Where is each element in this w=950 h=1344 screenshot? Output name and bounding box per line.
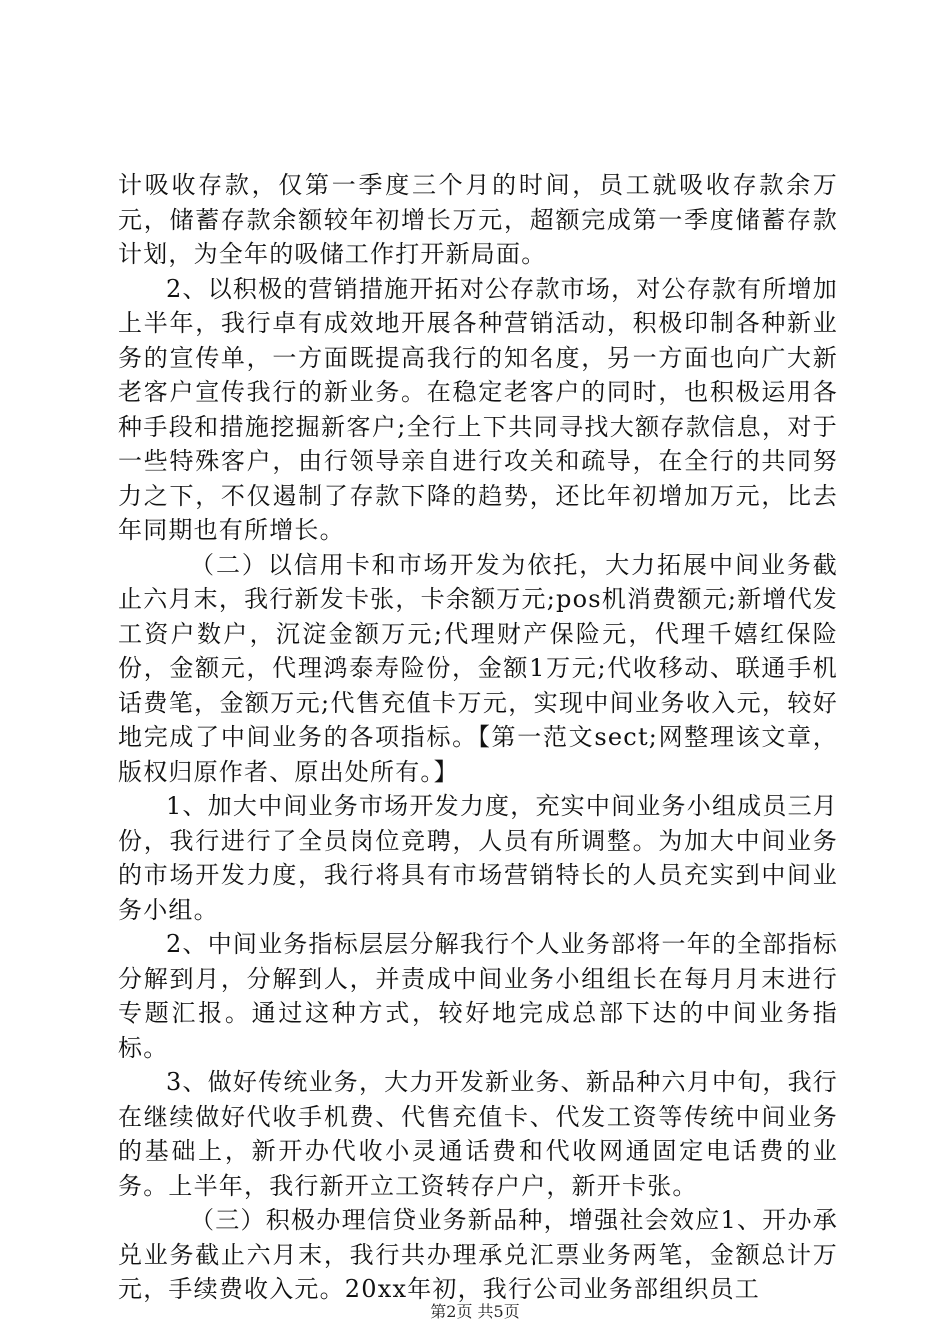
- document-body: [118, 168, 838, 1307]
- paragraph-item-2: 2、中间业务指标层层分解我行个人业务部将一年的全部指标分解到月，分解到人，并责成中间业务小组组长在每月月末进行专题汇报。通过这种方式，较好地完成总部下达的中间业务指标。: [118, 930, 838, 1062]
- paragraph-item-3: 3、做好传统业务，大力开发新业务、新品种六月中旬，我行在继续做好代收手机费、代售充值卡、代发工资等传统中间业务的基础上，新开办代收小灵通话费和代收网通固定电话费的业务。上半年，我行新开立工资转存户户，新开卡张。: [118, 1068, 838, 1200]
- paragraph-section-three: （三）积极办理信贷业务新品种，增强社会效应1、开办承兑业务截止六月末，我行共办理承兑汇票业务两笔，金额总计万元，手续费收入元。20xx年初，我行公司业务部组织员工: [118, 1206, 838, 1303]
- paragraph-item-1: 1、加大中间业务市场开发力度，充实中间业务小组成员三月份，我行进行了全员岗位竞聘，人员有所调整。为加大中间业务的市场开发力度，我行将具有市场营销特长的人员充实到中间业务小组。: [118, 792, 838, 924]
- paragraph-continuation: 计吸收存款，仅第一季度三个月的时间，员工就吸收存款余万元，储蓄存款余额较年初增长万元，超额完成第一季度储蓄存款计划，为全年的吸储工作打开新局面。: [118, 171, 838, 268]
- paragraph-deposit-market: 2、以积极的营销措施开拓对公存款市场，对公存款有所增加上半年，我行卓有成效地开展各种营销活动，积极印制各种新业务的宣传单，一方面既提高我行的知名度，另一方面也向广大新老客户宣传我行的新业务。在稳定老客户的同时，也积极运用各种手段和措施挖掘新客户;全行上下共同寻找大额存款信息，对于一些特殊客户，由行领导亲自进行攻关和疏导，在全行的共同努力之下，不仅遏制了存款下降的趋势，还比年初增加万元，比去年同期也有所增长。: [118, 274, 838, 544]
- page-number-footer: 第2页 共5页: [430, 1302, 520, 1321]
- paragraph-section-two: （二）以信用卡和市场开发为依托，大力拓展中间业务截止六月末，我行新发卡张，卡余额万元;pos机消费额元;新增代发工资户数户，沉淀金额万元;代理财产保险元，代理千嬉红保险份，金额元，代理鸿泰寿险份，金额1万元;代收移动、联通手机话费笔，金额万元;代售充值卡万元，实现中间业务收入元，较好地完成了中间业务的各项指标。【第一范文sect;网整理该文章，版权归原作者、原出处所有。】: [118, 550, 838, 786]
